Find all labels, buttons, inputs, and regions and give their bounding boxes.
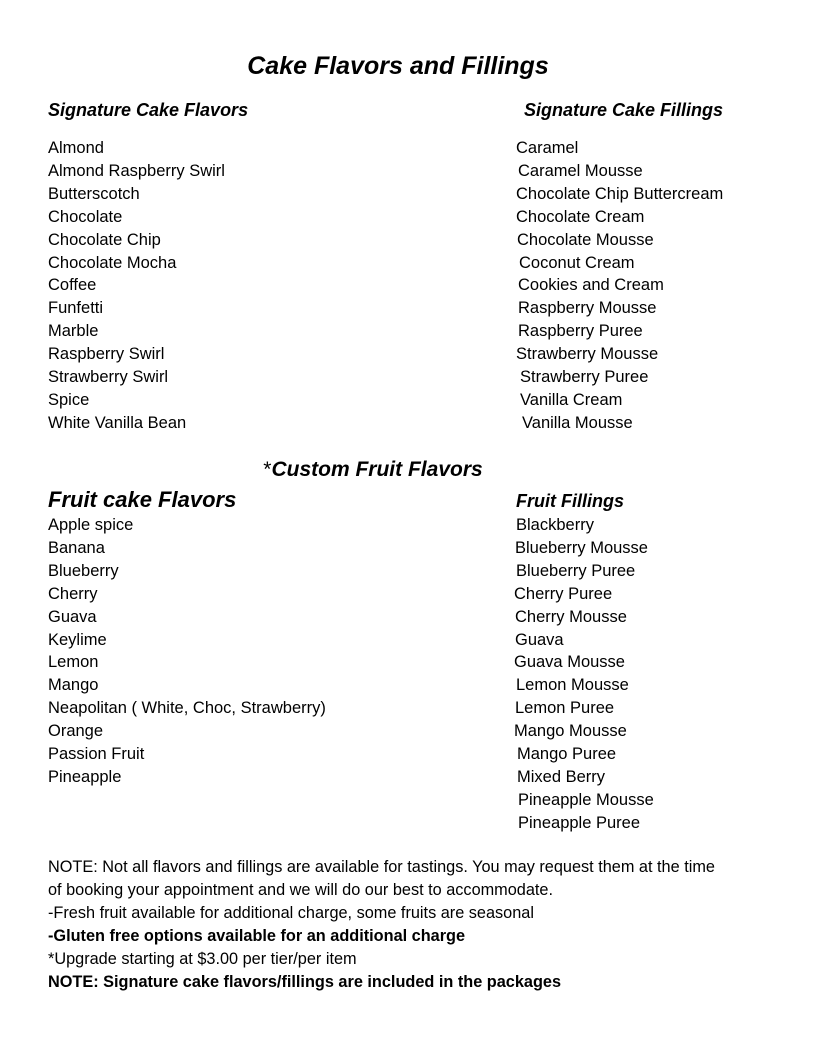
signature-filling-item: Vanilla Cream [520,390,623,409]
fruit-filling-item: Guava [515,630,564,649]
signature-flavor-item: Raspberry Swirl [48,345,165,364]
signature-flavor-item: Butterscotch [48,184,140,203]
fruit-filling-item: Guava Mousse [514,653,625,672]
fruit-flavor-item: Banana [48,538,105,557]
signature-filling-item: Caramel [516,139,579,157]
fruit-flavor-item: Apple spice [48,516,134,534]
custom-fruit-flavors-heading [0,456,746,484]
fruit-flavor-item: Neapolitan ( White, Choc, Strawberry) [48,699,326,718]
fruit-flavors-heading: Fruit cake Flavors [48,487,237,512]
signature-flavor-item: Almond Raspberry Swirl [48,161,225,180]
page-title: Cake Flavors and Fillings [247,52,549,80]
note-line: *Upgrade starting at $3.00 per tier/per item [48,949,357,968]
fruit-flavor-item: Orange [48,722,104,741]
signature-flavor-item: White Vanilla Bean [48,413,187,432]
signature-flavors-list [48,137,225,435]
signature-filling-item: Chocolate Chip Buttercream [516,184,724,203]
fruit-flavor-item: Blueberry [48,561,119,580]
fruit-flavor-item: Passion Fruit [48,745,145,764]
signature-filling-item: Chocolate Mousse [517,230,654,249]
fruit-flavor-item: Mango [48,676,99,695]
fruit-filling-item: Pineapple Mousse [518,790,654,809]
signature-filling-item: Coconut Cream [519,253,635,272]
signature-flavor-item: Chocolate Mocha [48,253,177,272]
fruit-filling-item: Blueberry Puree [516,561,636,580]
fruit-flavors-list [48,514,326,789]
signature-flavors-heading: Signature Cake Flavors [48,100,249,120]
fruit-flavor-item: Lemon [48,653,99,672]
fruit-fillings-list [514,514,654,835]
signature-filling-item: Raspberry Mousse [518,299,657,318]
signature-flavor-item: Coffee [48,276,97,295]
signature-filling-item: Raspberry Puree [518,322,643,341]
fruit-flavor-item: Cherry [48,584,98,603]
signature-flavor-item: Spice [48,390,90,409]
signature-filling-item: Strawberry Puree [520,368,649,387]
signature-filling-item: Caramel Mousse [518,161,643,180]
signature-fillings-list [516,137,723,435]
fruit-filling-item: Cherry Mousse [515,607,627,626]
signature-filling-item: Cookies and Cream [518,276,664,295]
fruit-filling-item: Mango Puree [517,745,617,764]
fruit-filling-item: Mango Mousse [514,722,627,741]
fruit-filling-item: Mixed Berry [517,767,606,786]
signature-filling-item: Strawberry Mousse [516,345,659,364]
signature-flavor-item: Chocolate Chip [48,230,161,249]
fruit-filling-item: Lemon Puree [515,699,615,718]
note-line: NOTE: Not all flavors and fillings are available for tastings. You may request them at the time [48,858,715,876]
signature-flavor-item: Funfetti [48,299,104,318]
signature-flavor-item: Marble [48,322,99,341]
signature-flavor-item: Chocolate [48,207,123,226]
fruit-flavor-item: Guava [48,607,97,626]
fruit-filling-item: Blueberry Mousse [515,538,648,557]
custom-asterisk: * [263,458,272,481]
signature-filling-item: Vanilla Mousse [522,413,633,432]
fruit-flavor-item: Pineapple [48,767,122,786]
note-line: -Fresh fruit available for additional charge, some fruits are seasonal [48,903,534,922]
fruit-filling-item: Lemon Mousse [516,676,629,695]
signature-filling-item: Chocolate Cream [516,207,645,226]
fruit-filling-item: Cherry Puree [514,584,613,603]
fruit-filling-item: Blackberry [516,516,594,534]
fruit-flavor-item: Keylime [48,630,107,649]
note-line: of booking your appointment and we will do our best to accommodate. [48,880,554,899]
note-line: -Gluten free options available for an additional charge [48,926,466,945]
signature-flavor-item: Strawberry Swirl [48,368,169,387]
fruit-filling-item: Pineapple Puree [518,813,641,832]
notes-section [48,856,778,993]
note-line: NOTE: Signature cake flavors/fillings are included in the packages [48,972,562,991]
custom-fruit-flavors-label: Custom Fruit Flavors [271,458,483,481]
signature-fillings-heading: Signature Cake Fillings [524,100,724,120]
fruit-fillings-heading: Fruit Fillings [516,491,624,511]
signature-flavor-item: Almond [48,139,104,157]
